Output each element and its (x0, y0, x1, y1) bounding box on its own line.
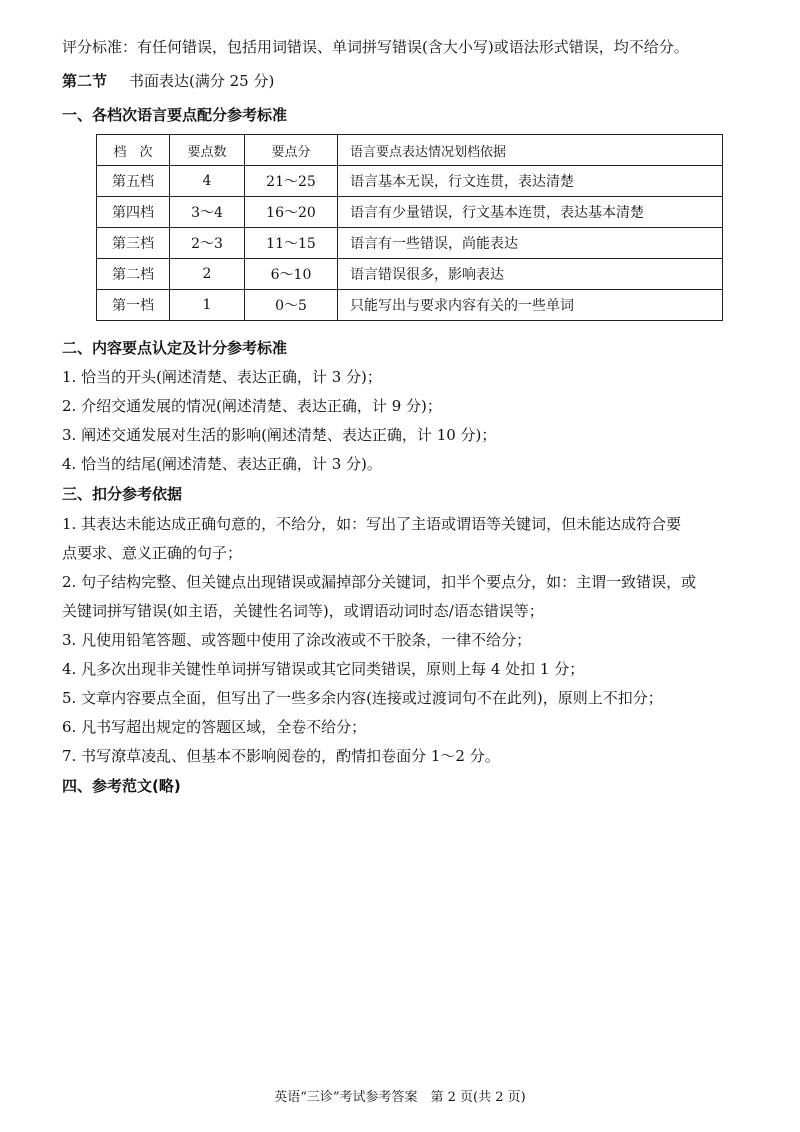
table-row (97, 228, 723, 259)
criteria-cell: 语言有一些错误，尚能表达 (338, 228, 723, 259)
table-row (97, 290, 723, 321)
level-cell: 第二档 (97, 259, 170, 290)
grade-table-header-row (97, 135, 723, 166)
point-count-cell: 1 (170, 290, 245, 321)
deduction-line: 6. 凡书写超出规定的答题区域，全卷不给分； (62, 718, 367, 736)
deduction-line: 点要求、意义正确的句子； (62, 544, 243, 562)
header-criteria: 语言要点表达情况划档依据 (338, 135, 723, 166)
level-cell: 第四档 (97, 197, 170, 228)
point-count-cell: 3～4 (170, 197, 245, 228)
point-score-cell: 16～20 (245, 197, 338, 228)
point-score-cell: 6～10 (245, 259, 338, 290)
list-item: 4. 恰当的结尾(阐述清楚、表达正确，计 3 分)。 (62, 455, 382, 473)
table-row (97, 259, 723, 290)
list-item: 3. 阐述交通发展对生活的影响(阐述清楚、表达正确，计 10 分)； (62, 426, 497, 444)
level-cell: 第一档 (97, 290, 170, 321)
part-1-title: 一、各档次语言要点配分参考标准 (62, 106, 288, 124)
page-footer: 英语“三诊”考试参考答案 第 2 页(共 2 页) (274, 1090, 526, 1105)
point-count-cell: 4 (170, 166, 245, 197)
grade-table (96, 134, 723, 321)
part-4-title: 四、参考范文(略) (62, 777, 181, 795)
table-row (97, 197, 723, 228)
part-3-title: 三、扣分参考依据 (62, 485, 183, 503)
point-score-cell: 21～25 (245, 166, 338, 197)
level-cell: 第五档 (97, 166, 170, 197)
list-item: 1. 恰当的开头(阐述清楚、表达正确，计 3 分)； (62, 368, 382, 386)
header-level: 档 次 (97, 135, 170, 166)
section-2-title: 书面表达(满分 25 分) (129, 72, 275, 90)
point-score-cell: 11～15 (245, 228, 338, 259)
deduction-line: 7. 书写潦草凌乱、但基本不影响阅卷的，酌情扣卷面分 1～2 分。 (62, 747, 500, 765)
point-score-cell: 0～5 (245, 290, 338, 321)
section-2-label: 第二节 (62, 72, 108, 90)
point-count-cell: 2～3 (170, 228, 245, 259)
criteria-cell: 只能写出与要求内容有关的一些单词 (338, 290, 723, 321)
criteria-cell: 语言基本无误，行文连贯，表达清楚 (338, 166, 723, 197)
deduction-line: 2. 句子结构完整、但关键点出现错误或漏掉部分关键词，扣半个要点分，如：主谓一致错误，或 (62, 573, 697, 591)
criteria-cell: 语言有少量错误，行文基本连贯，表达基本清楚 (338, 197, 723, 228)
list-item: 2. 介绍交通发展的情况(阐述清楚、表达正确，计 9 分)； (62, 397, 442, 415)
header-point-score: 要点分 (245, 135, 338, 166)
deduction-line: 4. 凡多次出现非关键性单词拼写错误或其它同类错误，原则上每 4 处扣 1 分； (62, 660, 585, 678)
section-2-heading (62, 70, 274, 92)
deduction-line: 关键词拼写错误(如主语，关键性名词等)，或谓语动词时态/语态错误等； (62, 602, 544, 620)
deduction-line: 3. 凡使用铅笔答题、或答题中使用了涂改液或不干胶条，一律不给分； (62, 631, 532, 649)
deduction-line: 5. 文章内容要点全面，但写出了一些多余内容(连接或过渡词句不在此列)，原则上不扣分； (62, 689, 663, 707)
point-count-cell: 2 (170, 259, 245, 290)
criteria-cell: 语言错误很多，影响表达 (338, 259, 723, 290)
scoring-note: 评分标准：有任何错误，包括用词错误、单词拼写错误(含大小写)或语法形式错误，均不给分。 (62, 38, 689, 56)
table-row (97, 166, 723, 197)
part-2-title: 二、内容要点认定及计分参考标准 (62, 339, 288, 357)
level-cell: 第三档 (97, 228, 170, 259)
deduction-line: 1. 其表达未能达成正确句意的，不给分，如：写出了主语或谓语等关键词，但未能达成符合要 (62, 515, 682, 533)
header-point-count: 要点数 (170, 135, 245, 166)
